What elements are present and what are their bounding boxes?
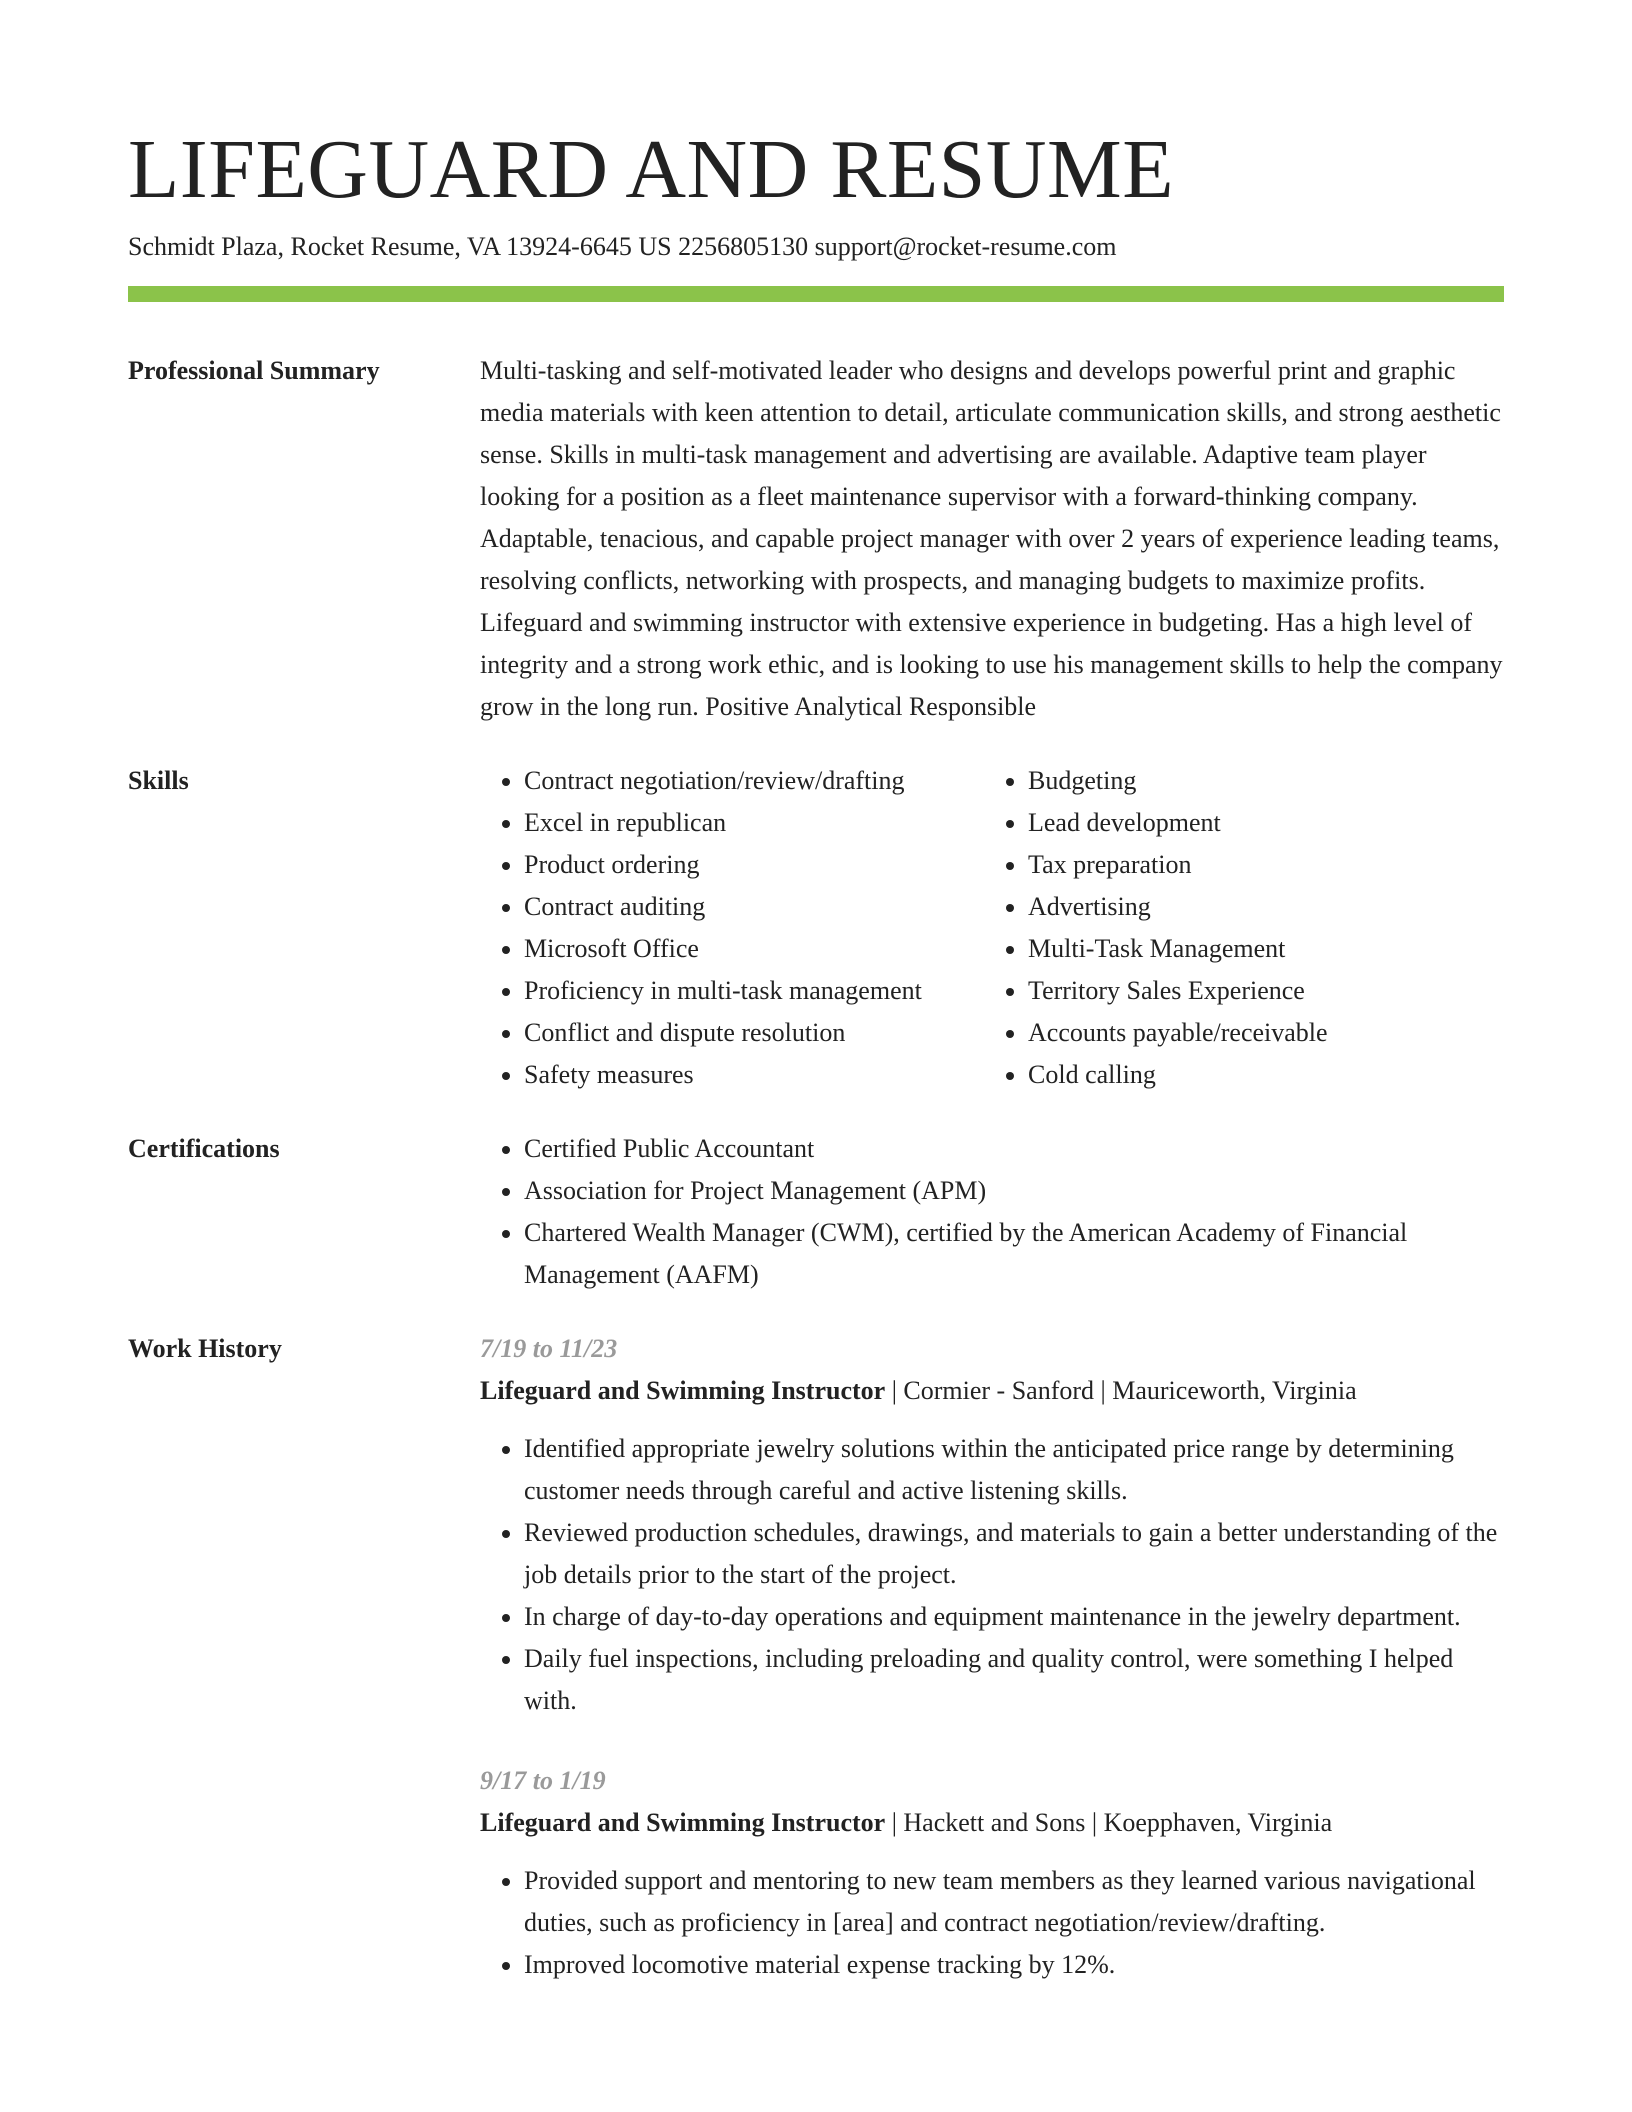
skill-item: • Conflict and dispute resolution <box>524 1012 984 1054</box>
job-dates: 7/19 to 11/23 <box>480 1334 618 1363</box>
resume-title: LIFEGUARD AND RESUME <box>128 123 1175 216</box>
job-heading <box>480 1370 1504 1412</box>
skill-item: • Excel in republican <box>524 802 984 844</box>
skills-list-right <box>984 760 1504 1096</box>
certifications-section <box>128 1128 1504 1296</box>
skill-item: • Tax preparation <box>1028 844 1504 886</box>
job-heading <box>480 1802 1504 1844</box>
certifications-list <box>480 1128 1504 1296</box>
work-history-body <box>480 1328 1504 2024</box>
section-label-summary: Professional Summary <box>128 356 380 385</box>
skill-item: • Territory Sales Experience <box>1028 970 1504 1012</box>
job-entry <box>480 1760 1504 1986</box>
job-bullet: • Improved locomotive material expense tracking by 12%. <box>524 1944 1504 1986</box>
job-bullet-list <box>480 1860 1504 1986</box>
skill-item: • Contract auditing <box>524 886 984 928</box>
skill-item: • Lead development <box>1028 802 1504 844</box>
skill-item: • Budgeting <box>1028 760 1504 802</box>
skill-item: • Multi-Task Management <box>1028 928 1504 970</box>
skill-item: • Product ordering <box>524 844 984 886</box>
skill-item: • Microsoft Office <box>524 928 984 970</box>
certification-item: • Certified Public Accountant <box>524 1128 1504 1170</box>
certification-item: • Association for Project Management (APM) <box>524 1170 1504 1212</box>
job-employer-location: | Cormier - Sanford | Mauriceworth, Virginia <box>885 1376 1357 1405</box>
certifications-body <box>480 1128 1504 1296</box>
job-employer-location: | Hackett and Sons | Koepphaven, Virginia <box>885 1808 1333 1837</box>
job-bullet: • Identified appropriate jewelry solutions within the anticipated price range by determining customer needs through careful and active listening skills. <box>524 1428 1504 1512</box>
skill-item: • Accounts payable/receivable <box>1028 1012 1504 1054</box>
professional-summary-section <box>128 350 1504 728</box>
skills-columns <box>480 760 1504 1096</box>
skill-item: • Cold calling <box>1028 1054 1504 1096</box>
job-title: Lifeguard and Swimming Instructor <box>480 1808 886 1837</box>
skill-item: • Contract negotiation/review/drafting <box>524 760 984 802</box>
job-dates: 9/17 to 1/19 <box>480 1766 606 1795</box>
skill-item: • Safety measures <box>524 1054 984 1096</box>
work-history-section <box>128 1328 1504 2024</box>
job-title: Lifeguard and Swimming Instructor <box>480 1376 886 1405</box>
contact-line: Schmidt Plaza, Rocket Resume, VA 13924-6645 US 2256805130 support@rocket-resume.com <box>128 232 1117 261</box>
summary-text: Multi-tasking and self-motivated leader who designs and develops powerful print and graphic media materials with keen attention to detail, articulate communication skills, and strong aesthetic sense. Skills in multi-task management and advertising are available. Adaptive team player looking for a position as a fleet maintenance supervisor with a forward-thinking company. Adaptable, tenacious, and capable project manager with over 2 years of experience leading teams, resolving conflicts, networking with prospects, and managing budgets to maximize profits. Lifeguard and swimming instructor with extensive experience in budgeting. Has a high level of integrity and a strong work ethic, and is looking to use his management skills to help the company grow in the long run. Positive Analytical Responsible <box>480 356 1503 721</box>
section-label-work-history: Work History <box>128 1334 282 1363</box>
job-bullet: • Reviewed production schedules, drawings, and materials to gain a better understanding of the job details prior to the start of the project. <box>524 1512 1504 1596</box>
job-bullet-list <box>480 1428 1504 1722</box>
skills-list-left <box>480 760 984 1096</box>
job-bullet: • Daily fuel inspections, including preloading and quality control, were something I helped with. <box>524 1638 1504 1722</box>
resume-page <box>128 120 1504 2024</box>
section-label-skills: Skills <box>128 766 189 795</box>
certification-item: • Chartered Wealth Manager (CWM), certified by the American Academy of Financial Management (AAFM) <box>524 1212 1504 1296</box>
skill-item: • Proficiency in multi-task management <box>524 970 984 1012</box>
job-bullet: • Provided support and mentoring to new team members as they learned various navigational duties, such as proficiency in [area] and contract negotiation/review/drafting. <box>524 1860 1504 1944</box>
skills-section <box>128 760 1504 1096</box>
section-label-certifications: Certifications <box>128 1134 280 1163</box>
accent-divider <box>128 286 1504 302</box>
skill-item: • Advertising <box>1028 886 1504 928</box>
job-bullet: • In charge of day-to-day operations and equipment maintenance in the jewelry department. <box>524 1596 1504 1638</box>
job-entry <box>480 1328 1504 1722</box>
